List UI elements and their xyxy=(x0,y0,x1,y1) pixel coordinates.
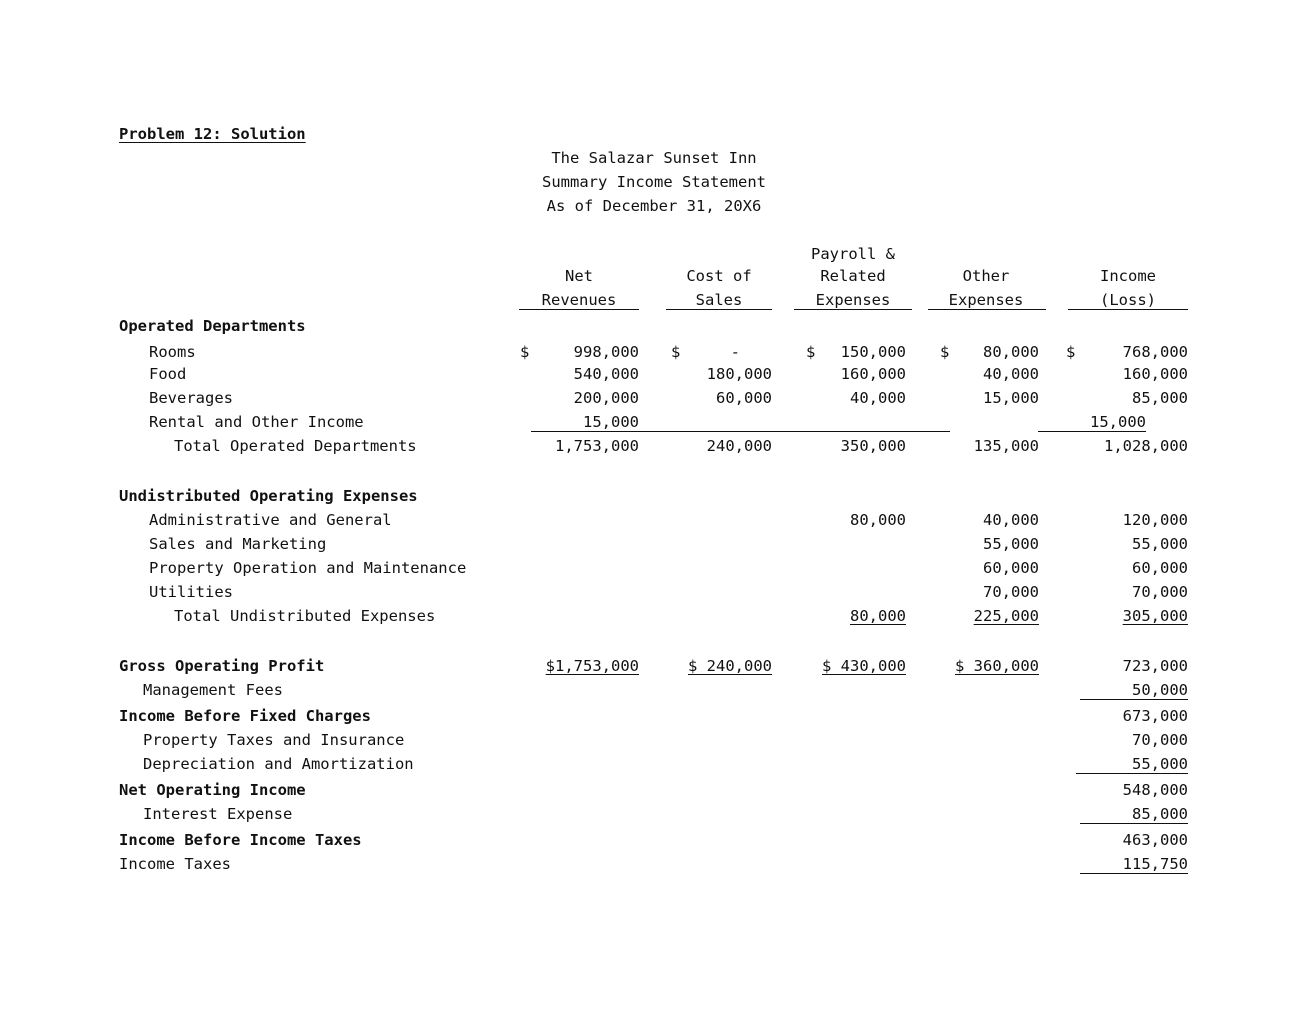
income-before-taxes-label: Income Before Income Taxes xyxy=(119,831,362,849)
depreciation-underline xyxy=(1076,773,1188,774)
col-payroll-line3: Expenses xyxy=(815,291,891,309)
income-before-fixed-value: 673,000 xyxy=(1122,707,1188,725)
property-op-income: 60,000 xyxy=(1132,559,1188,577)
rooms-net: 998,000 xyxy=(573,343,639,361)
rental-income-underline xyxy=(1038,431,1146,432)
total-undistributed-other: 225,000 xyxy=(973,607,1039,625)
utilities-income: 70,000 xyxy=(1132,583,1188,601)
net-operating-value: 548,000 xyxy=(1122,781,1188,799)
row-rooms-label: Rooms xyxy=(149,343,196,361)
sales-other: 55,000 xyxy=(983,535,1039,553)
col-payroll-line2: Related xyxy=(820,267,886,285)
beverages-other: 15,000 xyxy=(983,389,1039,407)
rental-net: 15,000 xyxy=(583,413,639,431)
statement-date: As of December 31, 20X6 xyxy=(546,197,762,215)
total-operated-net: 1,753,000 xyxy=(555,437,639,455)
admin-payroll: 80,000 xyxy=(850,511,906,529)
rooms-cost-dollar: $ xyxy=(671,343,681,361)
food-income: 160,000 xyxy=(1122,365,1188,383)
food-other: 40,000 xyxy=(983,365,1039,383)
rooms-payroll: 150,000 xyxy=(840,343,906,361)
row-sales-label: Sales and Marketing xyxy=(149,535,327,553)
gross-net: $1,753,000 xyxy=(545,657,639,675)
total-undistributed-label: Total Undistributed Expenses xyxy=(174,607,436,625)
col-payroll-line1: Payroll & xyxy=(811,245,895,263)
col-income-line1: Income xyxy=(1100,267,1156,285)
operated-heading: Operated Departments xyxy=(119,317,306,335)
food-payroll: 160,000 xyxy=(840,365,906,383)
admin-other: 40,000 xyxy=(983,511,1039,529)
depreciation-label: Depreciation and Amortization xyxy=(143,755,414,773)
company-name: The Salazar Sunset Inn xyxy=(551,149,757,167)
interest-value: 85,000 xyxy=(1132,805,1188,823)
row-food-label: Food xyxy=(149,365,187,383)
income-taxes-label: Income Taxes xyxy=(119,855,231,873)
income-taxes-value: 115,750 xyxy=(1122,855,1188,873)
interest-underline xyxy=(1080,823,1188,824)
total-undistributed-payroll: 80,000 xyxy=(850,607,906,625)
sales-income: 55,000 xyxy=(1132,535,1188,553)
utilities-other: 70,000 xyxy=(983,583,1039,601)
col-other-underline xyxy=(928,309,1046,310)
rooms-income-dollar: $ xyxy=(1066,343,1076,361)
total-operated-other: 135,000 xyxy=(973,437,1039,455)
rental-income: 15,000 xyxy=(1090,413,1146,431)
row-property-op-label: Property Operation and Maintenance xyxy=(149,559,467,577)
rooms-income: 768,000 xyxy=(1122,343,1188,361)
rooms-other-dollar: $ xyxy=(940,343,950,361)
depreciation-value: 55,000 xyxy=(1132,755,1188,773)
income-before-taxes-value: 463,000 xyxy=(1122,831,1188,849)
statement-title: Summary Income Statement xyxy=(542,173,766,191)
income-before-fixed-label: Income Before Fixed Charges xyxy=(119,707,371,725)
admin-income: 120,000 xyxy=(1122,511,1188,529)
col-net-line2: Revenues xyxy=(541,291,617,309)
interest-label: Interest Expense xyxy=(143,805,293,823)
col-other-line1: Other xyxy=(962,267,1010,285)
management-fees-value: 50,000 xyxy=(1132,681,1188,699)
problem-title: Problem 12: Solution xyxy=(119,125,306,143)
property-op-other: 60,000 xyxy=(983,559,1039,577)
food-net: 540,000 xyxy=(573,365,639,383)
beverages-payroll: 40,000 xyxy=(850,389,906,407)
property-taxes-label: Property Taxes and Insurance xyxy=(143,731,405,749)
col-cost-line2: Sales xyxy=(695,291,743,309)
net-operating-label: Net Operating Income xyxy=(119,781,306,799)
beverages-income: 85,000 xyxy=(1132,389,1188,407)
total-operated-payroll: 350,000 xyxy=(840,437,906,455)
beverages-cost: 60,000 xyxy=(716,389,772,407)
total-operated-label: Total Operated Departments xyxy=(174,437,417,455)
row-utilities-label: Utilities xyxy=(149,583,233,601)
row-beverages-label: Beverages xyxy=(149,389,233,407)
management-fees-underline xyxy=(1080,699,1188,700)
rooms-net-dollar: $ xyxy=(520,343,530,361)
gross-other: $ 360,000 xyxy=(955,657,1039,675)
gross-profit-label: Gross Operating Profit xyxy=(119,657,325,675)
income-taxes-underline xyxy=(1080,873,1188,874)
col-other-line2: Expenses xyxy=(948,291,1024,309)
gross-cost: $ 240,000 xyxy=(688,657,772,675)
gross-income: 723,000 xyxy=(1122,657,1188,675)
rooms-payroll-dollar: $ xyxy=(806,343,816,361)
property-taxes-value: 70,000 xyxy=(1132,731,1188,749)
rooms-cost: - xyxy=(730,343,740,361)
col-income-line2: (Loss) xyxy=(1100,291,1156,309)
col-cost-underline xyxy=(666,309,772,310)
col-cost-line1: Cost of xyxy=(686,267,752,285)
food-cost: 180,000 xyxy=(706,365,772,383)
total-operated-income: 1,028,000 xyxy=(1104,437,1188,455)
beverages-net: 200,000 xyxy=(573,389,639,407)
col-payroll-underline xyxy=(794,309,912,310)
operated-subtotal-rule xyxy=(531,431,950,432)
gross-payroll: $ 430,000 xyxy=(822,657,906,675)
col-income-underline xyxy=(1068,309,1188,310)
undistributed-heading: Undistributed Operating Expenses xyxy=(119,487,418,505)
total-operated-cost: 240,000 xyxy=(706,437,772,455)
rooms-other: 80,000 xyxy=(983,343,1039,361)
col-net-underline xyxy=(519,309,639,310)
row-admin-label: Administrative and General xyxy=(149,511,392,529)
row-rental-label: Rental and Other Income xyxy=(149,413,364,431)
total-undistributed-income: 305,000 xyxy=(1122,607,1188,625)
management-fees-label: Management Fees xyxy=(143,681,283,699)
col-net-line1: Net xyxy=(565,267,593,285)
